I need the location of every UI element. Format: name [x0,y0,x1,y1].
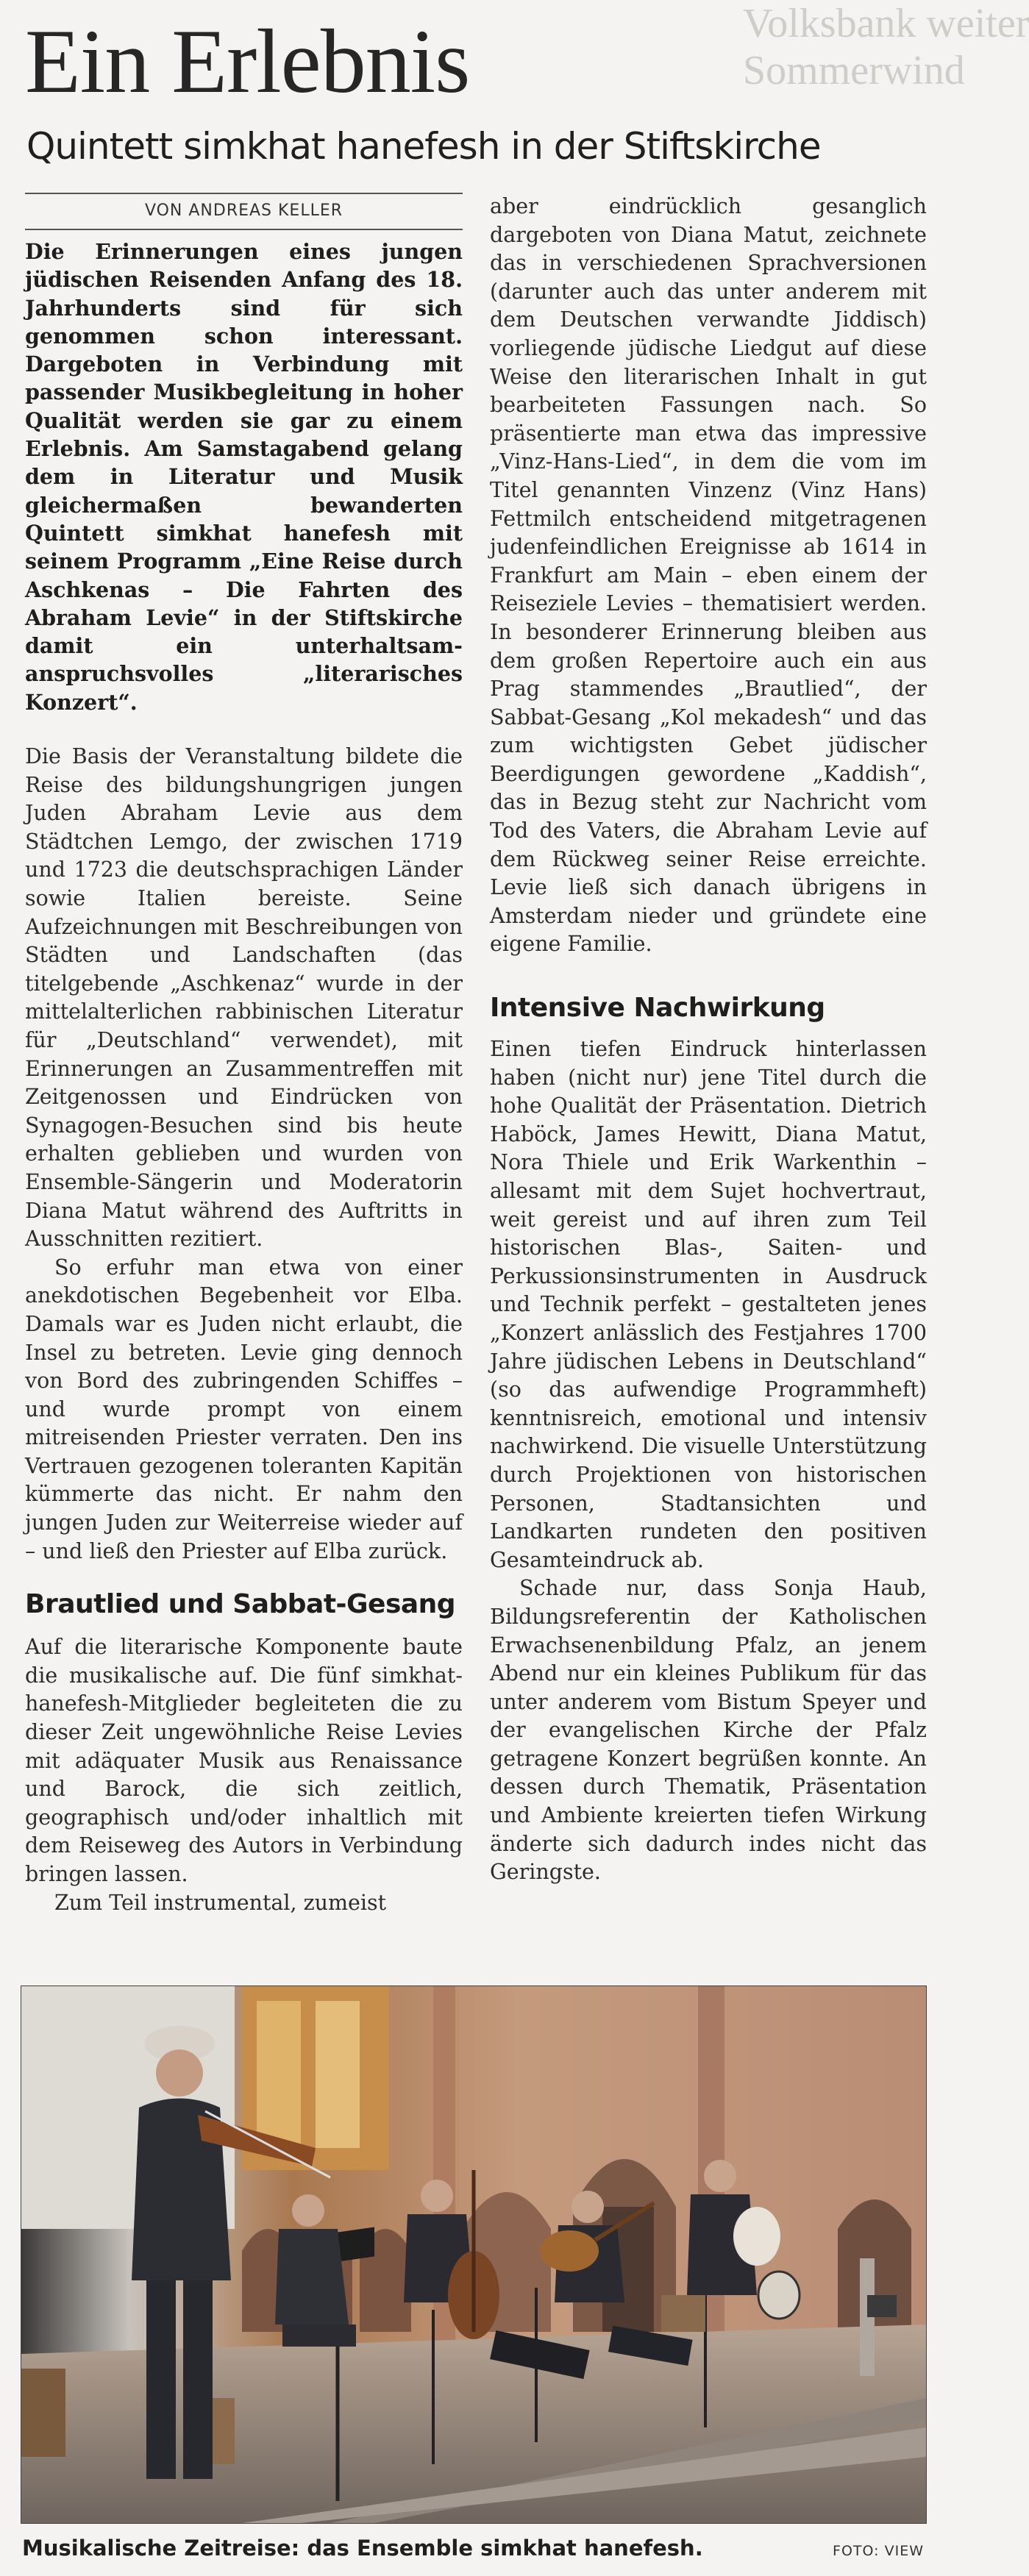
body-paragraph: Auf die literarische Komponente baute die musikalische auf. Die fünf simkhat-hanefesh-Mitglieder begleiteten die zu dieser Zeit ungewöhnliche Reise Levies mit adäquater Musik aus Renaissance und Barock, die sich zeitlich, geographisch und/oder inhaltlich mit dem Reiseweg des Autors in Verbindung bringen lassen. [25,1635,463,1887]
body-paragraph: Schade nur, dass Sonja Haub, Bildungsreferentin der Katholischen Erwachsenenbildung Pfalz, an jenem Abend nur ein kleines Publikum für das unter anderem vom Bistum Speyer und der evangelischen Kirche der Pfalz getragene Konzert begrüßen konnte. An dessen durch Thematik, Präsentation und Ambiente kreierten tiefen Wirkung änderte sich dadurch indes nicht das Geringste. [490,1576,927,1885]
photo-caption-bar [22,2536,924,2565]
byline-rule-bottom [25,229,463,230]
body-paragraph: aber eindrücklich gesanglich dargeboten von Diana Matut, zeichnete das in verschiedenen Sprachversionen (darunter auch das unter anderem mit dem Deutschen verwandte Jiddisch) vorliegende jüdische Liedgut auf diese Weise den literarischen Inhalt in gut bearbeiteten Fassungen nach. So präsentierte man etwa das impressive „Vinz-Hans-Lied“, in dem die vom im Titel genannten Vinzenz (Vinz Hans) Fettmilch entscheidend mitgetragenen judenfeindlichen Ereignisse ab 1614 in Frankfurt am Main – eben einem der Reiseziele Levies – thematisiert werden. In besonderer Erinnerung bleiben aus dem großen Repertoire auch ein aus Prag stammendes „Brautlied“, der Sabbat-Gesang „Kol mekadesh“ und das zum wichtigsten Gebet jüdischer Beerdigungen gewordene „Kaddish“, das in Bezug steht zur Nachricht vom Tod des Vaters, die Abraham Levie auf dem Rückweg seiner Reise erreichte. Levie ließ sich danach übrigens in Amsterdam nieder und gründete eine eigene Familie. [490,194,927,957]
bleed-through-text [743,0,1029,93]
lead-paragraph: Die Erinnerungen eines jungen jüdischen Reisenden Anfang des 18. Jahrhunderts sind für sich genommen schon interessant. Dargeboten in Verbindung mit passender Musikbegleitung in hoher Qualität werden sie gar zu einem Erlebnis. Am Samstagabend gelang dem in Literatur und Musik gleichermaßen bewanderten Quintett simkhat hanefesh mit seinem Programm „Eine Reise durch Aschkenas – Die Fahrten des Abraham Levie“ in der Stiftskirche damit ein unterhaltsam-anspruchsvolles „literarisches Konzert“. [25,239,463,715]
section-subtitle: Intensive Nachwirkung [490,993,825,1024]
photo-illustration [21,1986,926,2523]
body-paragraph: Einen tiefen Eindruck hinterlassen haben (nicht nur) jene Titel durch die hohe Qualität der Präsentation. Dietrich Haböck, James Hewitt, Diana Matut, Nora Thiele und Erik Warkenthin – allesamt mit dem Sujet hochvertraut, weit gereist und auf ihren zum Teil historischen Blas-, Saiten- und Perkussionsinstrumenten in Ausdruck und Technik perfekt – gestalteten jenes „Konzert anlässlich des Festjahres 1700 Jahre jüdischen Lebens in Deutschland“ (so das aufwendige Programmheft) kenntnisreich, emotional und intensiv nachwirkend. Die visuelle Unterstützung durch Projektionen von historischen Personen, Stadtansichten und Landkarten rundeten den positiven Gesamteindruck ab. [490,1037,927,1572]
column-left [25,193,463,1917]
ensemble-photo [21,1985,927,2524]
byline: VON ANDREAS KELLER [144,201,343,220]
ghost-line: Sommerwind [743,48,965,93]
ghost-line: Volksbank weiter [743,1,1029,46]
photo-caption: Musikalische Zeitreise: das Ensemble simkhat hanefesh. [22,2536,703,2561]
body-paragraph: Die Basis der Veranstaltung bildete die Reise des bildungshungrigen jungen Juden Abraham Levie aus dem Städtchen Lemgo, der zwischen 1719 und 1723 die deutschsprachigen Länder sowie Italien bereiste. Seine Aufzeichnungen mit Beschreibungen von Städten und Landschaften (das titelgebende „Aschkenaz“ wurde in der mittelalterlichen rabbinischen Literatur für „Deutschland“ verwendet), mit Erinnerungen an Zusammentreffen mit Zeitgenossen und Eindrücken von Synagogen-Besuchen sind bis heute erhalten geblieben und wurden von Ensemble-Sängerin und Moderatorin Diana Matut während des Auftritts in Ausschnitten rezitiert. [25,744,463,1252]
body-paragraph: Zum Teil instrumental, zumeist [54,1890,387,1915]
body-paragraph: So erfuhr man etwa von einer anekdotischen Begebenheit vor Elba. Damals war es Juden nicht erlaubt, die Insel zu betreten. Levie ging dennoch von Bord des zubringenden Schiffes – und wurde prompt von einem mitreisenden Priester verraten. Den ins Vertrauen gezogenen toleranten Kapitän kümmerte das nicht. Er nahm den jungen Juden zur Weiterreise wieder auf – und ließ den Priester auf Elba zurück. [25,1255,463,1563]
subheadline: Quintett simkhat hanefesh in der Stiftskirche [26,125,821,168]
column-right [490,193,927,1887]
section-subtitle: Brautlied und Sabbat-Gesang [25,1589,456,1620]
headline: Ein Erlebnis [25,11,470,112]
photo-credit: FOTO: VIEW [833,2543,924,2559]
